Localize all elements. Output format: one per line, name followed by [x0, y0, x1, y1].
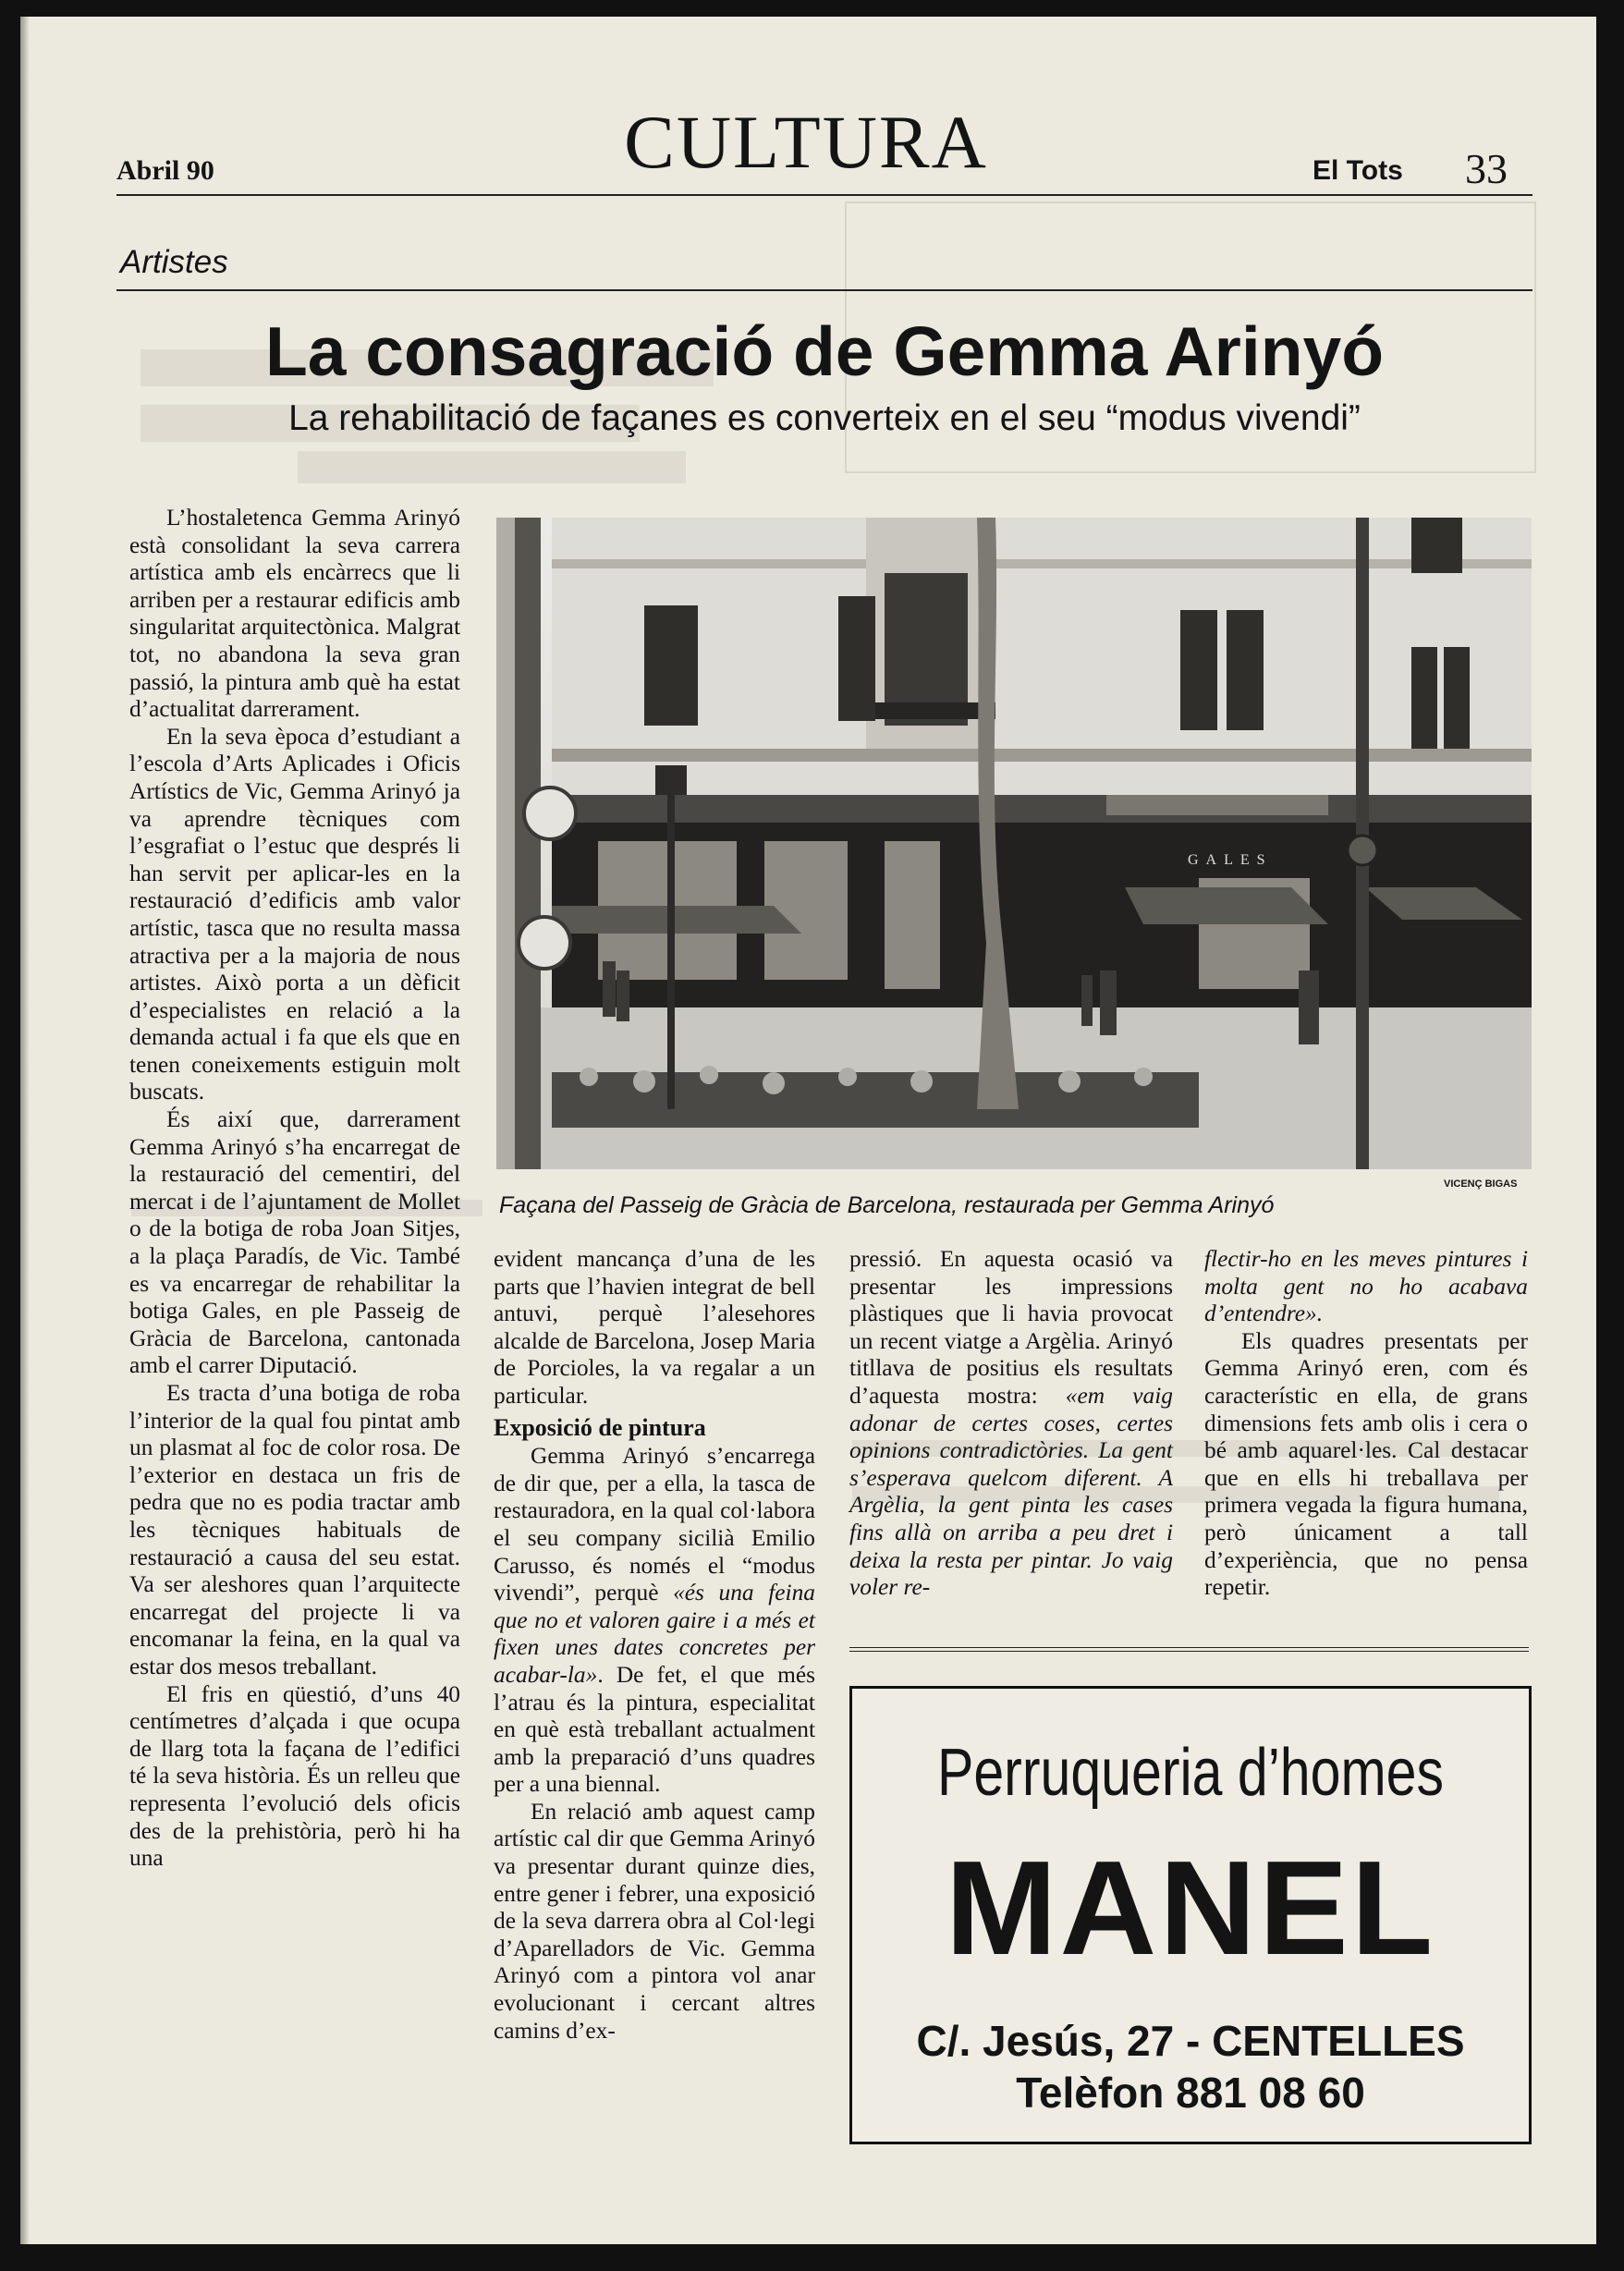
article-column-1	[129, 505, 460, 1873]
paragraph: Els quadres presentats per Gemma Arinyó eren, com és característic en ella, de grans dimensions fets amb olis i cera o bé amb aquarel·les. Cal destacar que en ells hi treballava per primera vegada la figura humana, però únicament a tall d’experiència, que no pensa repetir.	[1204, 1327, 1528, 1601]
paragraph-text: Gemma Arinyó s’encarrega de dir que, per a ella, la tasca de restauradora, en la qual col·labora el seu company sicilià Emilio Carusso, és només el “modus vivendi”, perquè	[494, 1443, 815, 1606]
article-column-3	[849, 1246, 1173, 1602]
subheadline: La rehabilitació de façanes es converteix en el seu “modus vivendi”	[288, 398, 1361, 438]
paragraph: evident mancança d’una de les parts que l’havien integrat de bell antuvi, perquè l’alesehores alcalde de Barcelona, Josep Maria de Porcioles, la va regalar a un particular.	[494, 1246, 815, 1409]
issue-date: Abril 90	[116, 155, 214, 186]
header-rule	[116, 194, 1532, 196]
shop-sign: GALES	[1188, 852, 1273, 868]
ad-phone: Telèfon 881 08 60	[1016, 2069, 1365, 2117]
paragraph: El fris en qüestió, d’uns 40 centímetres d’alçada i que ocupa de llarg tota la façana de l’edifici té la seva història. És un relleu que representa l’evolució dels oficis des de la prehistòria, però hi ha una	[129, 1680, 460, 1872]
paragraph	[849, 1246, 1173, 1602]
article-column-4	[1204, 1246, 1528, 1602]
magazine-page	[20, 17, 1596, 2244]
subheading: Exposició de pintura	[494, 1413, 706, 1441]
paragraph-text: . De fet, el que més l’atrau és la pintura, especialitat en què està treballant actualment amb la preparació d’uns quadres per a una biennal.	[494, 1661, 815, 1798]
paragraph: En relació amb aquest camp artístic cal dir que Gemma Arinyó va presentar durant quinze dies, entre gener i febrer, una exposició de la seva darrera obra al Col·legi d’Aparelladors de Vic. Gemma Arinyó com a pintora vol anar evolucionant i cercant altres camins d’ex-	[494, 1798, 815, 2044]
paragraph: L’hostaletenca Gemma Arinyó està consolidant la seva carrera artística amb els encàrrecs que li arriben per a restaurar edificis amb singularitat arquitectònica. Malgrat tot, no abandona la seva gran passió, la pintura amb què ha estat d’actualitat darrerament.	[129, 505, 460, 723]
quote: «em vaig adonar de certes coses, certes opinions contradictòries. La gent s’esperava quelcom diferent. A Argèlia, la gent pinta les cases fins allà on arriba a peu dret i deixa la resta per pintar. Jo vaig voler re-	[849, 1382, 1173, 1601]
section-rule	[116, 289, 1532, 291]
paragraph: És així que, darrerament Gemma Arinyó s’ha encarregat de la restauració del cementiri, del mercat i de l’ajuntament de Mollet o de la botiga de roba Joan Sitjes, a la plaça Paradís, de Vic. També es va encarregar de rehabilitar la botiga Gales, en ple Passeig de Gràcia de Barcelona, cantonada amb el carrer Diputació.	[129, 1106, 460, 1379]
photo-credit: VICENÇ BIGAS	[1444, 1178, 1518, 1190]
photo-caption: Façana del Passeig de Gràcia de Barcelona, restaurada per Gemma Arinyó	[499, 1192, 1275, 1218]
quote: flectir-ho en les meves pintures i molta gent no ho acabava d’entendre».	[1204, 1246, 1528, 1327]
publication-name: El Tots	[1313, 155, 1403, 186]
article-column-2	[494, 1246, 815, 2045]
headline: La consagració de Gemma Arinyó	[264, 312, 1385, 390]
paragraph	[1204, 1246, 1528, 1328]
ad-business-type: Perruqueria d’homes	[936, 1736, 1445, 1810]
ad-business-name: MANEL	[945, 1833, 1436, 1983]
paragraph: Es tracta d’una botiga de roba l’interior de la qual fou pintat amb un plasmat al foc de color rosa. De l’exterior en destaca un fris de pedra que no es podia tractar amb les tècniques habituals de restauració a causa del seu estat. Va ser aleshores quan l’arquitecte encarregat del projecte li va encomanar la feina, en la qual va estar dos mesos treballant.	[129, 1380, 460, 1679]
article-photo	[496, 518, 1532, 1169]
paragraph-text: pressió. En aquesta ocasió va presentar les impressions plàstiques que li havia provocat un recent viatge a Argèlia. Arinyó titllava de positius els resultats d’aquesta mostra:	[849, 1246, 1173, 1409]
ad-separator-rule	[849, 1647, 1529, 1652]
section-title: CULTURA	[624, 100, 988, 184]
section-label: Artistes	[120, 244, 228, 280]
paragraph	[494, 1443, 815, 1799]
advertisement-box	[849, 1686, 1532, 2144]
building-facade-illustration	[496, 518, 1532, 1169]
paragraph: En la seva època d’estudiant a l’escola d’Arts Aplicades i Oficis Artístics de Vic, Gemma Arinyó ja va aprendre tècniques com l’esgrafiat o l’estuc que després li han servit per aplicar-les en la restauració d’edificis amb valor artístic, tasca que no resulta massa atractiva per a la majoria de nous artistes. Això porta a un dèficit d’especialistes en relació a la demanda actual i fa que els que en tenen coneixements estiguin molt buscats.	[129, 723, 460, 1105]
ad-address: C/. Jesús, 27 - CENTELLES	[916, 2017, 1465, 2065]
quote: «és una feina que no et valoren gaire i a més et fixen unes dates concretes per acabar-la»	[494, 1580, 815, 1688]
page-number: 33	[1465, 145, 1508, 192]
